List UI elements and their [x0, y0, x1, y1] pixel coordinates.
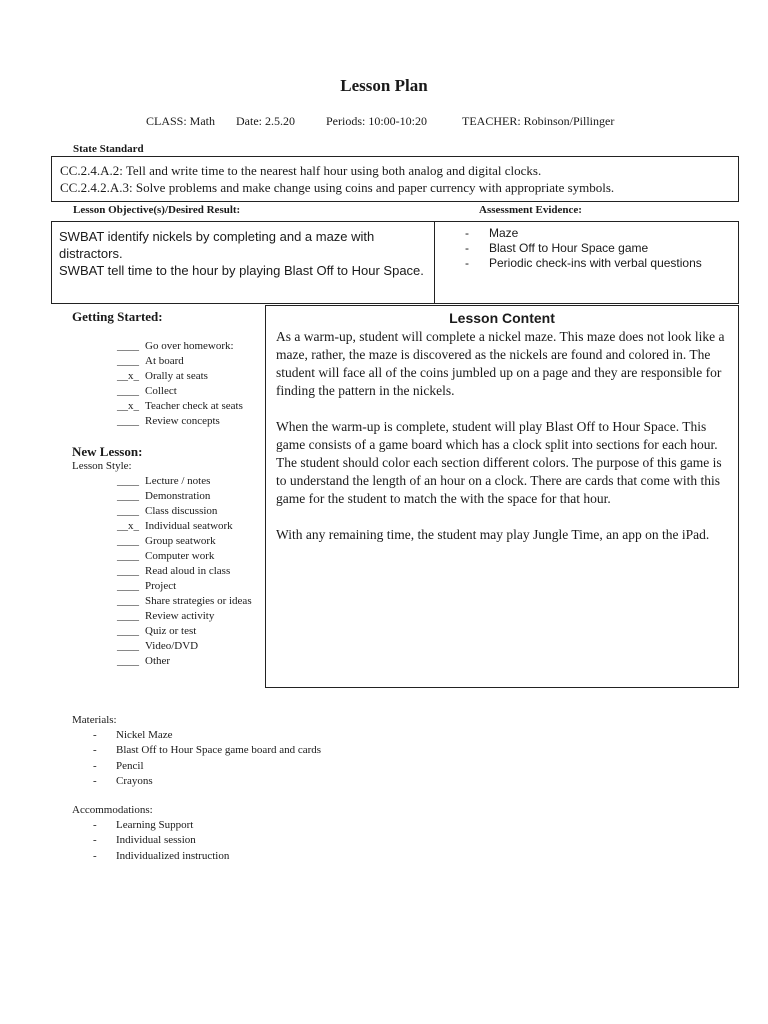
check-item [117, 369, 243, 384]
standard-line: CC.2.4.A.2: Tell and write time to the nearest half hour using both analog and digital clocks. [60, 163, 542, 178]
check-mark: ____ [117, 640, 139, 652]
check-mark: ____ [117, 535, 139, 547]
lesson-style-list [117, 474, 252, 669]
check-item [117, 474, 252, 489]
check-item [117, 414, 243, 429]
objective-line: SWBAT tell time to the hour by playing Blast Off to Hour Space. [59, 263, 424, 278]
getting-started-heading: Getting Started: [72, 309, 163, 324]
check-mark: __x_ [117, 370, 139, 382]
check-label: Orally at seats [145, 370, 208, 382]
check-label: Class discussion [145, 505, 218, 517]
lesson-content-box [265, 305, 739, 688]
materials-section [72, 713, 321, 789]
accommodations-label: Accommodations: [72, 804, 153, 816]
check-label: Other [145, 655, 171, 667]
check-mark: ____ [117, 385, 139, 397]
check-mark: ____ [117, 580, 139, 592]
materials-list [93, 728, 321, 789]
material-item: - Pencil [93, 759, 321, 774]
periods-label: Periods: 10:00-10:20 [326, 114, 427, 128]
objective-line: SWBAT identify nickels by completing and a maze with distractors. [59, 229, 375, 261]
accommodations-list [93, 818, 229, 864]
materials-label: Materials: [72, 714, 117, 726]
check-item [117, 564, 252, 579]
check-mark: ____ [117, 550, 139, 562]
check-label: Demonstration [145, 490, 211, 502]
check-mark: ____ [117, 355, 139, 367]
check-item [117, 624, 252, 639]
check-mark: ____ [117, 475, 139, 487]
check-item [117, 519, 252, 534]
check-label: Go over homework: [145, 340, 234, 352]
check-label: Review activity [145, 610, 215, 622]
lesson-content-heading: Lesson Content [449, 310, 555, 326]
check-label: Review concepts [145, 415, 220, 427]
accommodations-section [72, 803, 229, 864]
check-label: Read aloud in class [145, 565, 231, 577]
check-item [117, 504, 252, 519]
material-item: - Crayons [93, 774, 321, 789]
check-label: Individual seatwork [145, 520, 233, 532]
accommodation-item: - Learning Support [93, 818, 229, 833]
accommodation-item: - Individualized instruction [93, 849, 229, 864]
check-mark: ____ [117, 565, 139, 577]
lesson-style-label: Lesson Style: [72, 460, 132, 472]
check-label: Collect [145, 385, 177, 397]
check-label: Group seatwork [145, 535, 216, 547]
check-label: Video/DVD [145, 640, 199, 652]
check-label: Computer work [145, 550, 215, 562]
check-label: Share strategies or ideas [145, 595, 252, 607]
assessment-item: - Periodic check-ins with verbal questions [465, 256, 738, 271]
check-mark: ____ [117, 625, 139, 637]
assessment-cell [435, 222, 738, 303]
check-item [117, 534, 252, 549]
check-mark: ____ [117, 655, 139, 667]
check-mark: __x_ [117, 520, 139, 532]
new-lesson-heading: New Lesson: [72, 444, 143, 459]
class-label: CLASS: Math [146, 114, 216, 128]
teacher-label: TEACHER: Robinson/Pillinger [462, 114, 615, 128]
content-paragraph: With any remaining time, the student may play Jungle Time, an app on the iPad. [276, 527, 710, 542]
objectives-cell [52, 222, 435, 303]
check-label: Lecture / notes [145, 475, 211, 487]
getting-started-list [117, 339, 243, 429]
check-label: Teacher check at seats [145, 400, 243, 412]
check-label: Project [145, 580, 177, 592]
assessment-label: Assessment Evidence: [479, 204, 582, 216]
check-item [117, 399, 243, 414]
date-label: Date: 2.5.20 [236, 114, 295, 128]
check-item [117, 579, 252, 594]
standard-line: CC.2.4.2.A.3: Solve problems and make change using coins and paper currency with appropriate symbols. [60, 180, 615, 195]
check-item [117, 339, 243, 354]
check-item [117, 384, 243, 399]
check-mark: ____ [117, 505, 139, 517]
material-item: - Blast Off to Hour Space game board and cards [93, 743, 321, 758]
check-mark: ____ [117, 340, 139, 352]
accommodation-item: - Individual session [93, 833, 229, 848]
check-mark: ____ [117, 595, 139, 607]
check-label: At board [145, 355, 184, 367]
check-label: Quiz or test [145, 625, 197, 637]
check-item [117, 489, 252, 504]
page-title: Lesson Plan [340, 76, 428, 95]
state-standard-label: State Standard [73, 143, 144, 155]
material-item: - Nickel Maze [93, 728, 321, 743]
class-info-line [146, 114, 614, 129]
assessment-list [465, 226, 738, 271]
assessment-item: - Maze [465, 226, 738, 241]
check-item [117, 639, 252, 654]
check-item [117, 354, 243, 369]
objectives-label: Lesson Objective(s)/Desired Result: [73, 204, 241, 216]
content-paragraph: As a warm-up, student will complete a nickel maze. This maze does not look like a maze, rather, the maze is discovered as the nickels are found and colored in. The student will face all of the coins jumbled up on a page and they are responsible for finding the pattern in the nickels. [276, 329, 725, 398]
assessment-item: - Blast Off to Hour Space game [465, 241, 738, 256]
check-item [117, 654, 252, 669]
state-standard-box [51, 156, 739, 202]
check-mark: ____ [117, 490, 139, 502]
check-item [117, 594, 252, 609]
check-item [117, 549, 252, 564]
objectives-assessment-table [51, 221, 739, 304]
check-mark: __x_ [117, 400, 139, 412]
check-mark: ____ [117, 415, 139, 427]
content-paragraph: When the warm-up is complete, student will play Blast Off to Hour Space. This game consists of a game board which has a clock split into sections for each hour. The student should color each section different colors. The purpose of this game is to understand the length of an hour on a clock. There are cards that come with this game for the student to match the with the space for that hour. [276, 419, 722, 506]
check-mark: ____ [117, 610, 139, 622]
check-item [117, 609, 252, 624]
